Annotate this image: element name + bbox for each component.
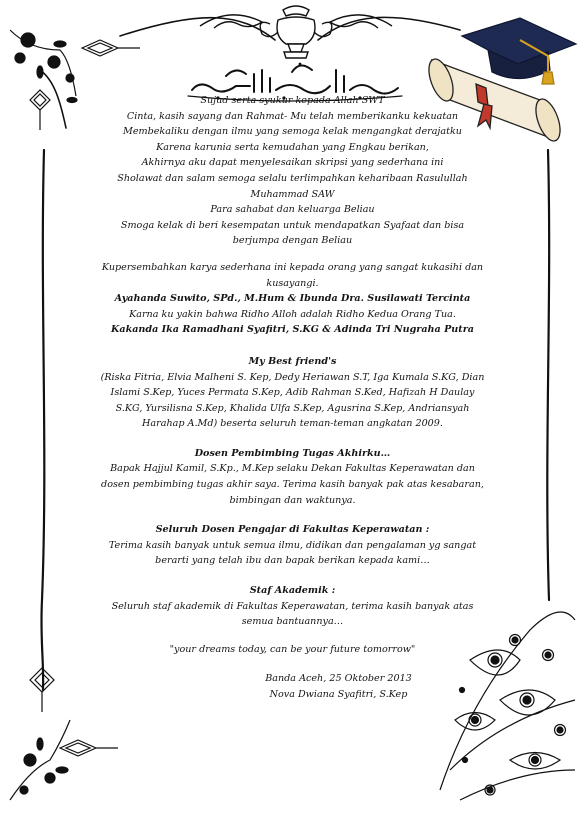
intro-block (100, 93, 485, 249)
supervisor-heading: Dosen Pembimbing Tugas Akhirku… (194, 447, 391, 459)
dedication-block (100, 260, 485, 338)
graduation-cap-icon (462, 18, 576, 84)
dedication-line: Kupersembahkan karya sederhana ini kepada orang yang sangat kukasihi dan kusayangi. (101, 261, 484, 289)
ornamental-urn-icon (200, 6, 392, 58)
supervisor-text: Bapak Hajjul Kamil, S.Kp., M.Kep selaku Dekan Fakultas Keperawatan dan dosen pembimbing tugas akhir saya. Terima kasih banyak pak atas kesabaran, bimbingan dan waktunya. (101, 463, 484, 506)
intro-line: Cinta, kasih sayang dan Rahmat- Mu telah memberikanku kekuatan (126, 110, 459, 122)
intro-line: Sholawat dan salam semoga selalu terlimpahkan keharibaan Rasulullah Muhammad SAW (117, 172, 468, 200)
dedication-line: Karna ku yakin bahwa Ridho Alloh adalah Ridho Kedua Orang Tua. (129, 308, 456, 320)
staff-heading: Staf Akademik : (249, 585, 336, 597)
staff-text: Seluruh staf akademik di Fakultas Keperawatan, terima kasih banyak atas semua bantuannya… (111, 600, 474, 628)
left-border-line (41, 150, 44, 690)
quote-line: "your dreams today, can be your future tomorrow" (169, 643, 416, 655)
lecturers-text: Terima kasih banyak untuk semua ilmu, didikan dan pengalaman yg sangat berarti yang telah ibu dan bapak berikan kepada kami… (108, 539, 477, 567)
place-date: Banda Aceh, 25 Oktober 2013 (265, 673, 412, 685)
lecturers-section (100, 522, 485, 569)
intro-line: Membekaliku dengan ilmu yang semoga kelak mengangkat derajatku (123, 126, 462, 138)
closing-block (100, 671, 485, 702)
supervisor-section (100, 446, 485, 508)
lecturers-heading: Seluruh Dosen Pengajar di Fakultas Keperawatan : (155, 524, 430, 536)
dedication-text (100, 93, 485, 703)
friends-heading: My Best friend's (248, 355, 337, 367)
staff-section (100, 583, 485, 630)
intro-line: Smoga kelak di beri kesempatan untuk mendapatkan Syafaat dan bisa berjumpa dengan Beliau (120, 219, 465, 247)
intro-line: Sujud serta syukur kepada Allah SWT (200, 95, 385, 106)
parents-line: Ayahanda Suwito, SPd., M.Hum & Ibunda Dra. Susilawati Tercinta (114, 293, 471, 305)
author-name: Nova Dwiana Syafitri, S.Kep (269, 689, 408, 700)
siblings-line: Kakanda Ika Ramadhani Syafitri, S.KG & Adinda Tri Nugraha Putra (111, 324, 474, 336)
intro-line: Akhirnya aku dapat menyelesaikan skripsi yang sederhana ini (141, 157, 444, 169)
intro-line: Karena karunia serta kemudahan yang Engkau berikan, (156, 141, 429, 153)
friends-section (100, 354, 485, 432)
friends-text: (Riska Fitria, Elvia Malheni S. Kep, Dedy Heriawan S.T, Iga Kumala S.KG, Dian Islami S.Kep, Yuces Permata S.Kep, Adib Rahman S.Ked, Hafizah H Daulay S.KG, Yursilisna S.Kep, Khalida Ulfa S.Kep, Agusrina S.Kep, Andriansyah Harahap A.Md) beserta seluruh teman-teman angkatan 2009. (100, 371, 485, 430)
intro-line: Para sahabat dan keluarga Beliau (210, 204, 375, 216)
right-border-line (547, 150, 549, 600)
